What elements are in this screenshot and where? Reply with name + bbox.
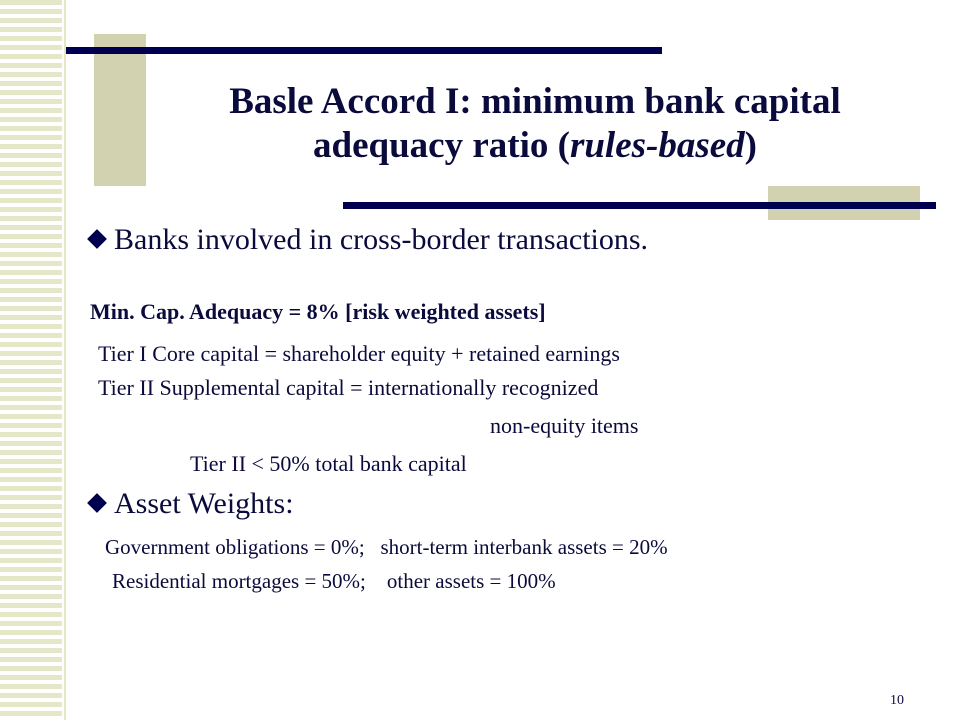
bullet-text: Banks involved in cross-border transactions. xyxy=(114,223,649,256)
title-main: Basle Accord I: minimum bank capital adequacy ratio ( xyxy=(229,81,841,166)
asset-weights-line-1: Government obligations = 0%; short-term interbank assets = 20% xyxy=(105,535,668,559)
tier2-definition: Tier II Supplemental capital = internationally recognized xyxy=(98,375,599,400)
page-number: 10 xyxy=(890,693,904,708)
bullet-text: Asset Weights: xyxy=(114,487,294,520)
tier1-definition: Tier I Core capital = shareholder equity + retained earnings xyxy=(98,341,620,366)
asset-weights-line-2: Residential mortgages = 50%; other assets = 100% xyxy=(112,569,556,593)
bullet-cross-border xyxy=(90,222,648,258)
title-underline-rule xyxy=(343,202,936,209)
tier2-definition-continued: non-equity items xyxy=(490,413,639,438)
title-italic: rules-based xyxy=(569,125,745,166)
title-end: ) xyxy=(744,125,757,166)
slide-title xyxy=(150,80,920,168)
diamond-bullet-icon xyxy=(87,229,107,249)
left-stripe-decoration xyxy=(0,0,68,720)
top-rule xyxy=(66,47,662,54)
khaki-block-left xyxy=(94,34,146,186)
bullet-asset-weights xyxy=(90,486,294,522)
min-cap-formula: Min. Cap. Adequacy = 8% [risk weighted assets] xyxy=(90,299,546,324)
diamond-bullet-icon xyxy=(87,493,107,513)
tier2-limit: Tier II < 50% total bank capital xyxy=(190,451,467,476)
